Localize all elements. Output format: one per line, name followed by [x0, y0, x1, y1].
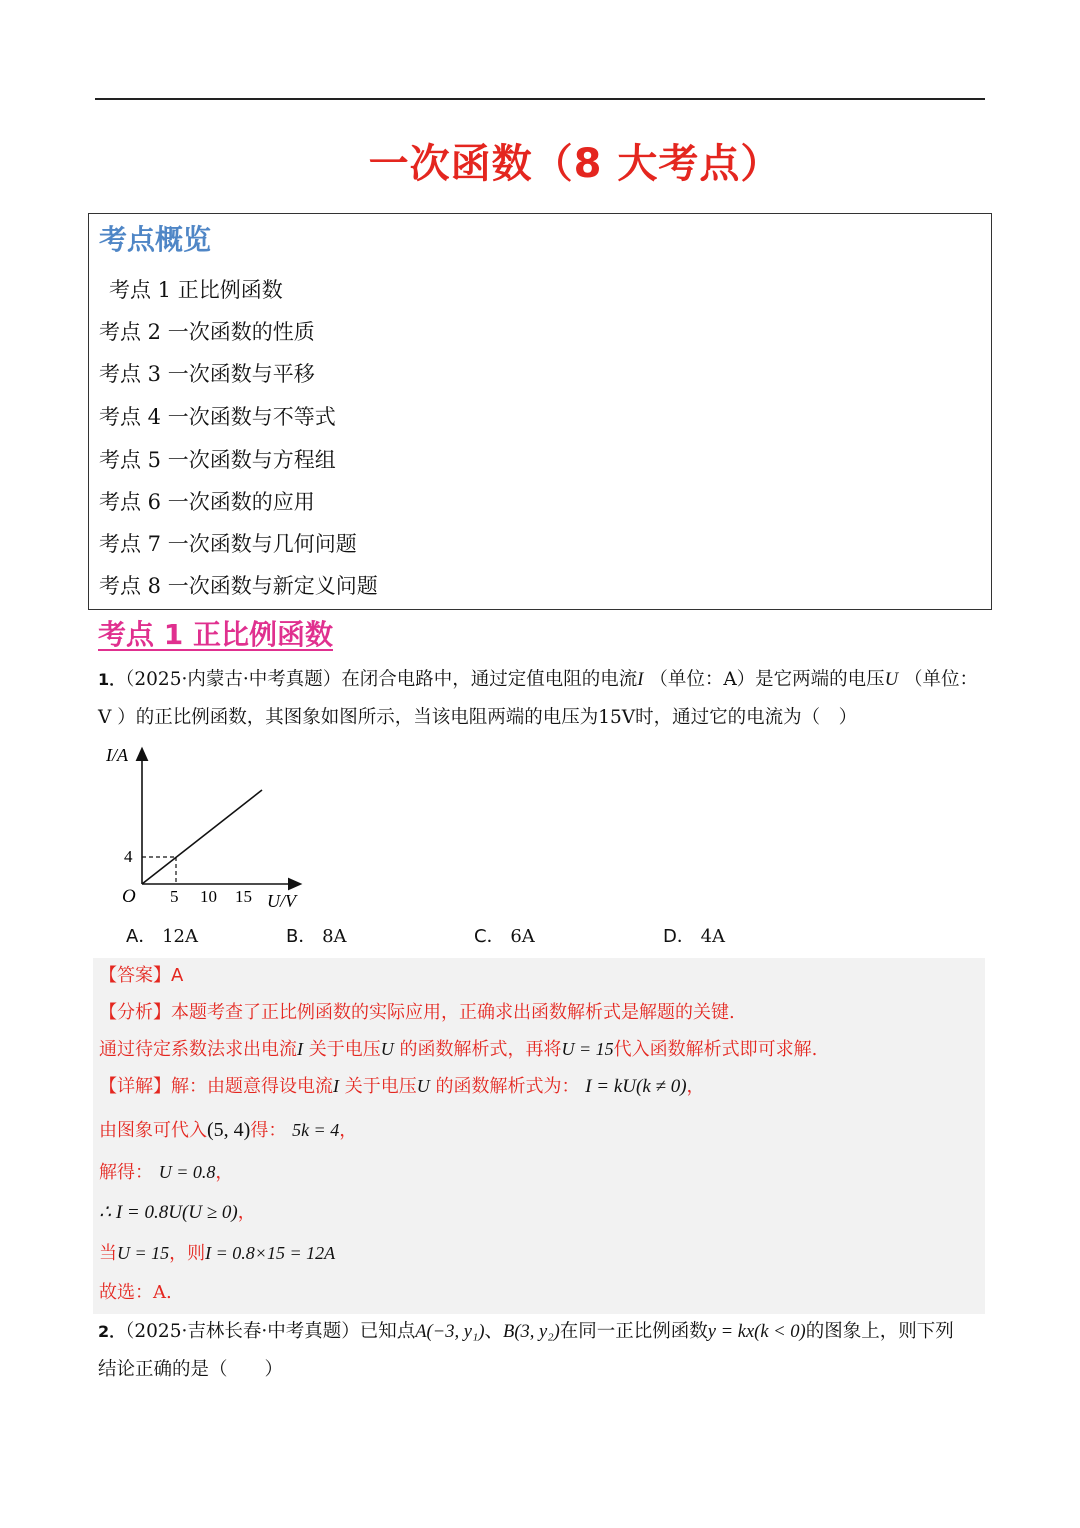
- final-answer-line: 故选：A.: [99, 1282, 172, 1303]
- analysis-text: 的函数解析式，再将: [399, 1039, 562, 1060]
- math-variable: U: [884, 670, 899, 690]
- math-point: B(3, y₂): [503, 1322, 560, 1342]
- choice-value: 8A: [322, 926, 347, 947]
- question-text: 、: [484, 1321, 504, 1342]
- step-text: 由图象可代入: [99, 1120, 207, 1141]
- choice-letter: D．: [663, 926, 695, 947]
- question-text: 在闭合电路中，通过定值电阻的电流: [341, 669, 638, 690]
- choice-d[interactable]: [663, 922, 725, 948]
- detail-line: [99, 1072, 705, 1098]
- overview-item: 考点 7 一次函数与几何问题: [99, 532, 357, 556]
- answer-tag: 【答案】: [99, 965, 171, 986]
- answer-panel: [93, 958, 985, 1314]
- header-rule: [95, 98, 985, 100]
- question-text: （单位：: [903, 669, 978, 690]
- math-variable: I: [637, 670, 644, 690]
- question-2-text: [98, 1313, 988, 1388]
- question-text: （单位：A）是它两端的电压: [649, 669, 885, 690]
- analysis-text: 通过待定系数法求出电流: [99, 1039, 297, 1060]
- detail-tag: 【详解】: [99, 1076, 171, 1097]
- detail-text: 关于电压: [344, 1076, 417, 1097]
- document-title: 一次函数（8 大考点）: [368, 141, 782, 187]
- answer-value: A: [171, 965, 184, 986]
- current-voltage-graph: [100, 745, 310, 915]
- question-text: V ）的正比例函数，其图象如图所示，当该电阻两端的电压为15V时，通过它的电流为（ ）: [98, 707, 858, 728]
- math-expression: I = 0.8×15 = 12A: [205, 1243, 336, 1263]
- question-text: 已知点: [359, 1321, 416, 1342]
- question-text: 的图象上，则下列: [805, 1321, 954, 1342]
- overview-item: 考点 6 一次函数的应用: [99, 490, 315, 514]
- step-text: ，: [339, 1120, 358, 1141]
- step-text: 当: [99, 1243, 117, 1264]
- step-text: ，则: [169, 1243, 206, 1264]
- question-source: （2025·内蒙古·中考真题）: [125, 669, 342, 690]
- choice-value: 12A: [162, 926, 198, 947]
- math-variable: I: [333, 1076, 339, 1096]
- detail-text: ，: [686, 1076, 705, 1097]
- math-variable: I: [297, 1039, 303, 1059]
- step-line: [99, 1116, 357, 1142]
- overview-item: 考点 4 一次函数与不等式: [99, 405, 336, 429]
- choice-value: 4A: [700, 926, 726, 947]
- choice-letter: C．: [474, 926, 505, 947]
- math-variable: U: [416, 1076, 430, 1096]
- math-expression: ∴ I = 0.8U(U ≥ 0): [99, 1202, 238, 1223]
- overview-item: 考点 1 正比例函数: [109, 278, 283, 302]
- choice-a[interactable]: [126, 922, 198, 948]
- step-text: 解得：: [99, 1162, 153, 1183]
- answer-line: [99, 961, 183, 987]
- x-tick-label: 5: [170, 887, 179, 906]
- origin-label: O: [122, 886, 136, 907]
- step-text: ，: [215, 1162, 234, 1183]
- question-text: 结论正确的是（ ）: [98, 1359, 284, 1380]
- question-number: 1．: [98, 670, 126, 689]
- y-tick-label: 4: [124, 847, 133, 866]
- overview-item: 考点 5 一次函数与方程组: [99, 448, 336, 472]
- analysis-line-2: [99, 1035, 817, 1061]
- choice-b[interactable]: [286, 922, 347, 948]
- function-line: [142, 790, 262, 884]
- math-expression: 5k = 4: [292, 1120, 340, 1140]
- x-tick-label: 15: [235, 887, 252, 906]
- choice-value: 6A: [510, 926, 535, 947]
- section-heading: 考点 1 正比例函数: [98, 618, 333, 651]
- x-axis-label: U/V: [267, 891, 296, 911]
- x-tick-label: 10: [200, 887, 217, 906]
- math-expression: I = kU(k ≠ 0): [585, 1076, 687, 1097]
- choice-c[interactable]: [474, 922, 535, 948]
- analysis-text: 本题考查了正比例函数的实际应用，正确求出函数解析式是解题的关键.: [171, 1002, 735, 1023]
- math-expression: U = 15: [561, 1039, 614, 1059]
- analysis-text: 关于电压: [308, 1039, 381, 1060]
- question-text: 在同一正比例函数: [559, 1321, 708, 1342]
- math-expression: U = 15: [117, 1243, 170, 1263]
- step-text: ，: [237, 1202, 256, 1223]
- choice-letter: B．: [286, 926, 317, 947]
- math-variable: U: [380, 1039, 394, 1059]
- overview-heading: 考点概览: [99, 223, 212, 256]
- detail-text: 解：由题意得设电流: [171, 1076, 333, 1097]
- math-expression: U = 0.8: [158, 1162, 216, 1182]
- math-expression: y = kx(k < 0): [707, 1322, 806, 1342]
- analysis-tag: 【分析】: [99, 1002, 171, 1023]
- analysis-text: 代入函数解析式即可求解.: [613, 1039, 818, 1060]
- math-point: (5, 4): [207, 1119, 251, 1141]
- overview-box: [88, 213, 992, 610]
- question-number: 2．: [98, 1322, 126, 1341]
- question-source: （2025·吉林长春·中考真题）: [125, 1321, 360, 1342]
- math-point: A(−3, y₁): [415, 1322, 485, 1342]
- step-line: [99, 1158, 233, 1184]
- y-axis-label: I/A: [106, 745, 128, 765]
- overview-item: 考点 2 一次函数的性质: [99, 320, 315, 344]
- step-text: 得：: [250, 1120, 287, 1141]
- choice-letter: A．: [126, 926, 157, 947]
- overview-item: 考点 3 一次函数与平移: [99, 362, 315, 386]
- detail-text: 的函数解析式为：: [435, 1076, 580, 1097]
- step-line: [99, 1239, 335, 1265]
- analysis-line: [99, 998, 735, 1024]
- question-1-text: [98, 661, 988, 736]
- overview-item: 考点 8 一次函数与新定义问题: [99, 574, 378, 598]
- step-line: [99, 1198, 256, 1224]
